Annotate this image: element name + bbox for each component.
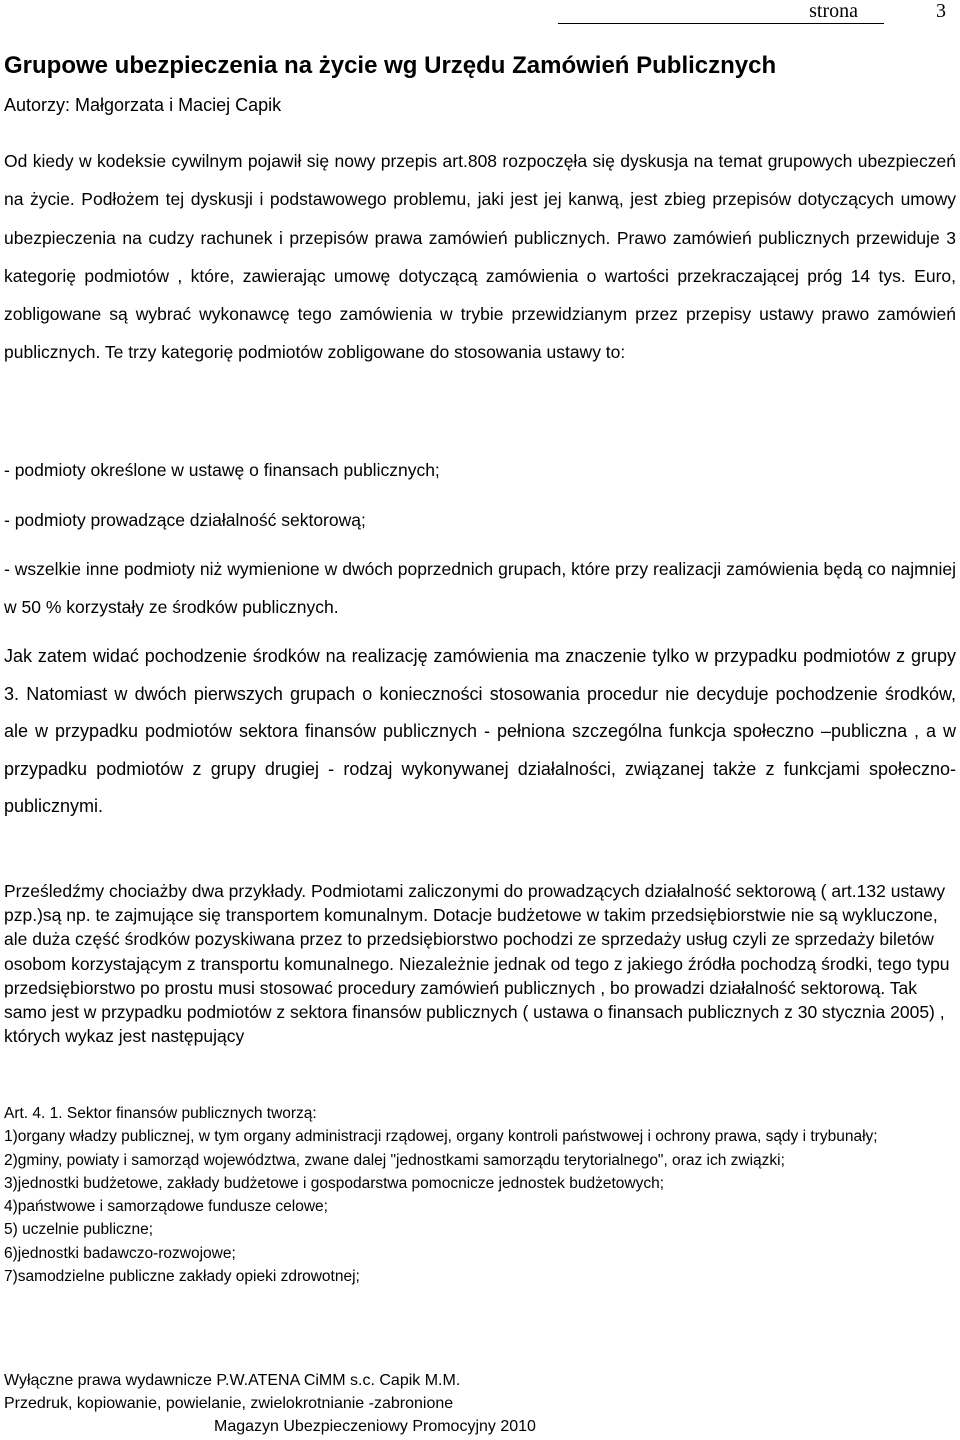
header-label: strona [809,0,858,22]
paragraph-examples: Prześledźmy chociażby dwa przykłady. Podmiotami zaliczonymi do prowadzących działalność sektorową ( art.132 ustawy pzp.)są np. te zajmujące się transportem komunalnym. Dotacje budżetowe w takim przedsiębiorstwie nie są wykluczone, ale duża część środków pozyskiwana przez to przedsiębiorstwo pochodzi ze sprzedaży usług czyli ze sprzedaży biletów osobom korzystającym z transportu komunalnego. Niezależnie jednak od tego z jakiego źródła pochodzą środki, tego typu przedsiębiorstwo po prostu musi stosować procedury zamówień publicznych , bo prowadzi działalność sektorową. Tak samo jest w przypadku podmiotów z sektora finansów publicznych ( ustawa o finansach publicznych z 30 stycznia 2005) , których wykaz jest następujący [4,881,950,1047]
paragraph-conclusion: Jak zatem widać pochodzenie środków na realizację zamówienia ma znaczenie tylko w przypadku podmiotów z grupy 3. Natomiast w dwóch pierwszych grupach o konieczności stosowania procedur nie decyduje pochodzenie środków, ale w przypadku podmiotów sektora finansów publicznych - pełniona szczególna funkcja społeczno –publiczna , a w przypadku podmiotów z grupy drugiej - rodzaj wykonywanej działalności, związanej także z funkcjami społeczno-publicznymi. [4,646,956,817]
footer-rights: Wyłączne prawa wydawnicze P.W.ATENA CiMM s.c. Capik M.M. [4,1372,461,1389]
article-item-1: 1)organy władzy publicznej, w tym organy administracji rządowej, organy kontroli państwowej i ochrony prawa, sądy i trybunały; [4,1128,878,1146]
list-item-group-3: - wszelkie inne podmioty niż wymienione w dwóch poprzednich grupach, które przy realizacji zamówienia będą co najmniej w 50 % korzystały ze środków publicznych. [4,559,956,617]
article-item-4: 4)państwowe i samorządowe fundusze celowe; [4,1198,328,1216]
list-item-group-1: - podmioty określone w ustawę o finansach publicznych; [4,460,440,480]
article-item-6: 6)jednostki badawczo-rozwojowe; [4,1244,236,1262]
list-item-group-2: - podmioty prowadzące działalność sektorową; [4,510,366,530]
header-rule [558,0,884,24]
article-item-2: 2)gminy, powiaty i samorząd województwa, zwane dalej "jednostkami samorządu terytorialnego", oraz ich związki; [4,1151,785,1169]
article-section [4,1102,944,1288]
article-item-3: 3)jednostki budżetowe, zakłady budżetowe i gospodarstwa pomocnicze jednostek budżetowych; [4,1174,664,1192]
paragraph-intro: Od kiedy w kodeksie cywilnym pojawił się nowy przepis art.808 rozpoczęła się dyskusja na temat grupowych ubezpieczeń na życie. Podłożem tej dyskusji i podstawowego problemu, jaki jest jej kanwą, jest zbieg przepisów dotyczących umowy ubezpieczenia na cudzy rachunek i przepisów prawa zamówień publicznych. Prawo zamówień publicznych przewiduje 3 kategorię podmiotów , które, zawierając umowę dotyczącą zamówienia o wartości przekraczającej próg 14 tys. Euro, zobligowane są wybrać wykonawcę tego zamówienia w trybie przewidzianym przez przepisy ustawy prawo zamówień publicznych. Te trzy kategorię podmiotów zobligowane do stosowania ustawy to: [4,151,956,363]
article-item-5: 5) uczelnie publiczne; [4,1221,154,1239]
footer-magazine: Magazyn Ubezpieczeniowy Promocyjny 2010 [214,1418,536,1435]
authors-line: Autorzy: Małgorzata i Maciej Capik [4,95,282,115]
footer-copy-notice: Przedruk, kopiowanie, powielanie, zwielokrotnianie -zabronione [4,1395,454,1412]
article-heading: Art. 4. 1. Sektor finansów publicznych tworzą: [4,1105,317,1122]
page-number: 3 [936,0,946,22]
article-item-7: 7)samodzielne publiczne zakłady opieki zdrowotnej; [4,1268,360,1286]
document-title: Grupowe ubezpieczenia na życie wg Urzędu Zamówień Publicznych [4,52,777,79]
page-header [558,0,946,26]
